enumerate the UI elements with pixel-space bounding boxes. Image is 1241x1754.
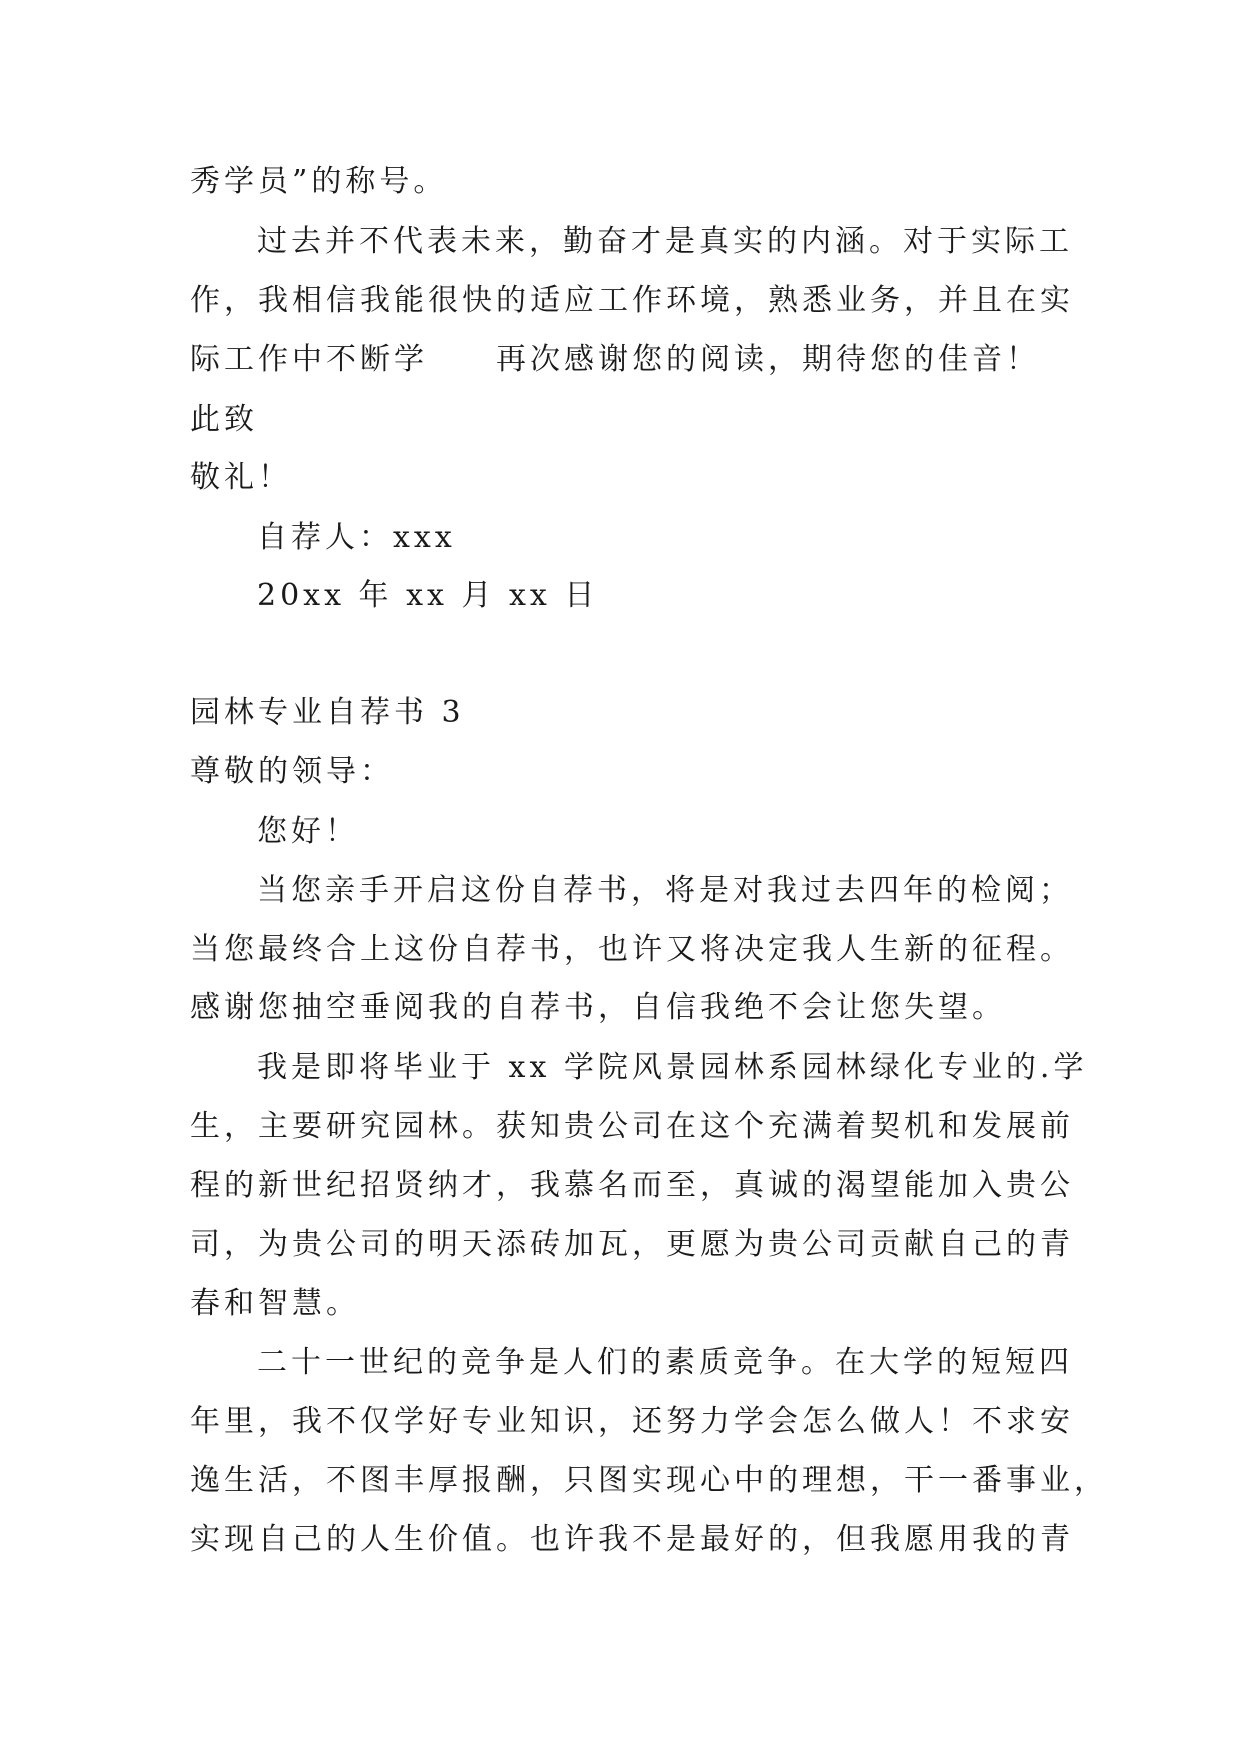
paragraph-line: 当您亲手开启这份自荐书，将是对我过去四年的检阅；: [257, 873, 1073, 908]
closing-line: 此致: [190, 402, 258, 437]
closing-line: 敬礼！: [190, 460, 292, 495]
paragraph-line: 生，主要研究园林。获知贵公司在这个充满着契机和发展前: [190, 1109, 1074, 1144]
paragraph-line: 作，我相信我能很快的适应工作环境，熟悉业务，并且在实: [190, 283, 1074, 318]
paragraph-line: 春和智慧。: [190, 1286, 360, 1321]
greeting: 您好！: [257, 814, 359, 849]
paragraph-line: 逸生活，不图丰厚报酬，只图实现心中的理想，干一番事业，: [190, 1463, 1108, 1498]
paragraph-line: 秀学员”的称号。: [190, 164, 448, 199]
date-line: 20xx 年 xx 月 xx 日: [257, 578, 599, 613]
paragraph-line: 司，为贵公司的明天添砖加瓦，更愿为贵公司贡献自己的青: [190, 1227, 1074, 1262]
paragraph-line: [190, 340, 1040, 380]
paragraph-line: 年里，我不仅学好专业知识，还努力学会怎么做人！不求安: [190, 1404, 1074, 1439]
paragraph-line: 感谢您抽空垂阅我的自荐书，自信我绝不会让您失望。: [190, 990, 1006, 1025]
paragraph-line: 当您最终合上这份自荐书，也许又将决定我人生新的征程。: [190, 932, 1074, 967]
paragraph-line: 我是即将毕业于 xx 学院风景园林系园林绿化专业的.学: [257, 1050, 1088, 1085]
paragraph-line: 程的新世纪招贤纳才，我慕名而至，真诚的渴望能加入贵公: [190, 1168, 1074, 1203]
line-fragment: 再次感谢您的阅读，期待您的佳音！: [496, 342, 1040, 377]
letter-title: 园林专业自荐书 3: [190, 695, 465, 730]
paragraph-line: 实现自己的人生价值。也许我不是最好的，但我愿用我的青: [190, 1522, 1074, 1557]
paragraph-line: 过去并不代表未来，勤奋才是真实的内涵。对于实际工: [257, 224, 1073, 259]
salutation: 尊敬的领导：: [190, 754, 394, 789]
paragraph-line: 二十一世纪的竞争是人们的素质竞争。在大学的短短四: [257, 1345, 1073, 1380]
signer-line: 自荐人：xxx: [257, 520, 456, 555]
line-fragment: 际工作中不断学: [190, 342, 428, 377]
